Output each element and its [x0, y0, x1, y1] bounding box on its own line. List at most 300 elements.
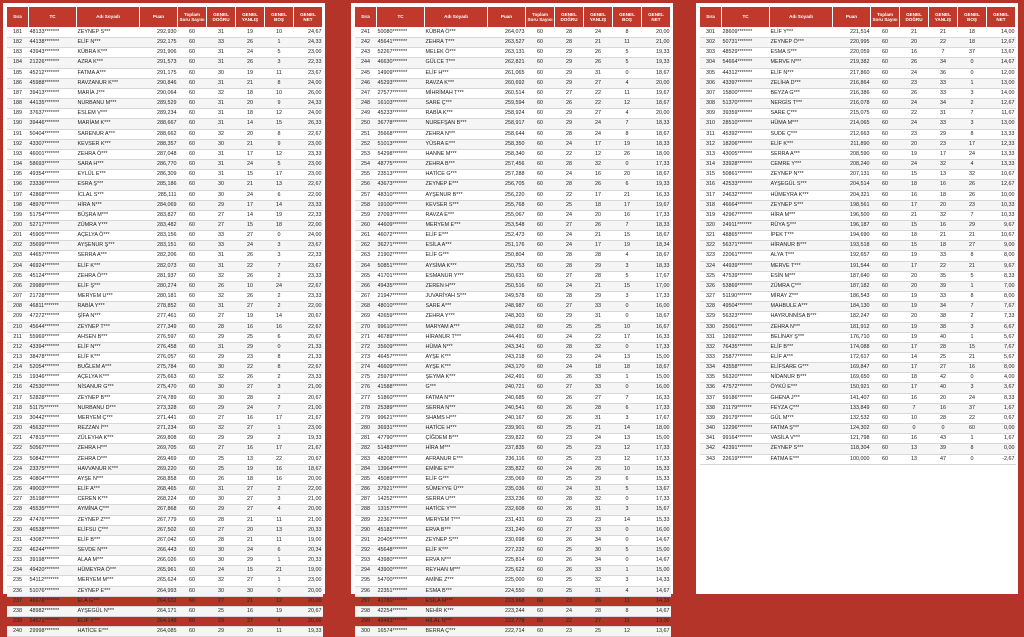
score-cell: 262,821	[488, 58, 526, 68]
score-cell: 240,541	[488, 403, 526, 413]
total-questions-cell: 60	[526, 180, 555, 190]
blank-cell: 13	[613, 434, 642, 444]
net-cell: 18,67	[642, 129, 671, 139]
score-cell: 239,822	[488, 434, 526, 444]
name-cell: AYŞE K***	[425, 363, 488, 373]
tc-cell: 39446*******	[29, 119, 77, 129]
rank-cell: 309	[700, 109, 722, 119]
total-questions-cell: 60	[526, 576, 555, 586]
name-cell: AZRA K***	[77, 58, 140, 68]
total-questions-cell: 60	[178, 586, 207, 596]
total-questions-cell: 60	[178, 149, 207, 159]
wrong-cell: 16	[929, 403, 958, 413]
correct-cell: 26	[555, 393, 584, 403]
blank-cell: 1	[958, 332, 987, 342]
rank-cell: 273	[355, 353, 377, 363]
net-cell: 22,00	[294, 302, 323, 312]
score-cell: 267,502	[140, 525, 178, 535]
correct-cell: 27	[555, 383, 584, 393]
tc-cell: 23375*******	[29, 464, 77, 474]
name-cell: GHENA J***	[770, 393, 833, 403]
table-row	[355, 109, 671, 119]
rank-cell: 214	[7, 363, 29, 373]
total-questions-cell: 60	[526, 322, 555, 332]
rank-cell: 300	[355, 627, 377, 637]
table-row	[7, 149, 323, 159]
blank-cell: 3	[265, 251, 294, 261]
correct-cell: 13	[900, 444, 929, 454]
correct-cell: 30	[207, 393, 236, 403]
correct-cell: 27	[207, 444, 236, 454]
score-cell: 204,321	[833, 190, 871, 200]
blank-cell: 0	[613, 312, 642, 322]
score-cell: 265,961	[140, 566, 178, 576]
wrong-cell: 34	[929, 99, 958, 109]
score-cell: 230,698	[488, 535, 526, 545]
total-questions-cell: 60	[178, 545, 207, 555]
net-cell: 17,33	[642, 403, 671, 413]
score-cell: 187,182	[833, 281, 871, 291]
rank-cell: 254	[355, 160, 377, 170]
tc-cell: 50080*******	[377, 28, 425, 38]
rank-cell: 319	[700, 210, 722, 220]
tc-cell: 46789*******	[377, 332, 425, 342]
wrong-cell: 23	[929, 139, 958, 149]
name-cell: ELİF K***	[77, 353, 140, 363]
table-row	[7, 139, 323, 149]
correct-cell: 29	[555, 48, 584, 58]
total-questions-cell: 60	[526, 556, 555, 566]
net-cell: 21,33	[294, 342, 323, 352]
correct-cell: 29	[207, 434, 236, 444]
table-row	[7, 617, 323, 627]
name-cell: ELİFSARE G***	[770, 363, 833, 373]
column-header-correct: GENEL DOĞRU	[900, 7, 929, 28]
net-cell: 7,33	[987, 312, 1016, 322]
wrong-cell: 40	[929, 332, 958, 342]
tc-cell: 41701*******	[377, 271, 425, 281]
name-cell: ELİF N***	[77, 342, 140, 352]
total-questions-cell: 60	[526, 190, 555, 200]
rank-cell: 293	[355, 556, 377, 566]
blank-cell: 3	[958, 119, 987, 129]
rank-cell: 310	[700, 119, 722, 129]
wrong-cell: 20	[236, 99, 265, 109]
blank-cell: 3	[265, 383, 294, 393]
table-row	[355, 505, 671, 515]
blank-cell: 8	[958, 444, 987, 454]
tc-cell: 12296*******	[722, 424, 770, 434]
score-cell: 224,550	[488, 586, 526, 596]
column-header-name: Adı Soyadı	[77, 7, 140, 28]
blank-cell: 16	[613, 210, 642, 220]
rank-cell: 193	[7, 149, 29, 159]
rank-cell: 252	[355, 139, 377, 149]
tc-cell: 48310*******	[377, 190, 425, 200]
name-cell: SERRA A***	[770, 149, 833, 159]
total-questions-cell: 60	[178, 485, 207, 495]
tc-cell: 22619*******	[722, 454, 770, 464]
total-questions-cell: 60	[178, 363, 207, 373]
tc-cell: 44657*******	[29, 251, 77, 261]
tc-cell: 21902*******	[377, 251, 425, 261]
score-cell: 194,690	[833, 231, 871, 241]
wrong-cell: 32	[929, 210, 958, 220]
total-questions-cell: 60	[526, 241, 555, 251]
correct-cell: 29	[207, 505, 236, 515]
rank-cell: 337	[700, 393, 722, 403]
blank-cell: 5	[613, 485, 642, 495]
tc-cell: 49504*******	[722, 302, 770, 312]
wrong-cell: 33	[584, 525, 613, 535]
tc-cell: 46244*******	[29, 545, 77, 555]
rank-cell: 299	[355, 617, 377, 627]
tc-cell: 46630*******	[377, 58, 425, 68]
score-cell: 264,171	[140, 606, 178, 616]
blank-cell: 3	[265, 495, 294, 505]
rank-cell: 187	[7, 88, 29, 98]
tc-cell: 24632*******	[722, 190, 770, 200]
score-cell: 250,804	[488, 251, 526, 261]
correct-cell: 25	[555, 586, 584, 596]
total-questions-cell: 60	[526, 139, 555, 149]
correct-cell: 31	[207, 302, 236, 312]
name-cell: FATMA E***	[770, 454, 833, 464]
table-row	[355, 68, 671, 78]
correct-cell: 25	[207, 606, 236, 616]
name-cell: ZEYNEP Ö***	[770, 38, 833, 48]
name-cell: FATMA Ş***	[770, 424, 833, 434]
tc-cell: 42868*******	[29, 190, 77, 200]
score-cell: 281,937	[140, 271, 178, 281]
net-cell: 14,33	[642, 576, 671, 586]
table-row	[355, 353, 671, 363]
correct-cell: 32	[207, 292, 236, 302]
name-cell: MERYEM M***	[77, 576, 140, 586]
total-questions-cell: 60	[526, 606, 555, 616]
wrong-cell: 20	[584, 210, 613, 220]
tc-cell: 22367*******	[377, 515, 425, 525]
correct-cell: 23	[900, 78, 929, 88]
correct-cell: 22	[555, 190, 584, 200]
tc-cell: 35668*******	[377, 129, 425, 139]
rank-cell: 208	[7, 302, 29, 312]
wrong-cell: 24	[584, 129, 613, 139]
tc-cell: 48865*******	[722, 231, 770, 241]
net-cell: 20,00	[642, 28, 671, 38]
correct-cell: 31	[207, 149, 236, 159]
results-page-3	[696, 3, 1018, 594]
tc-cell: 76435*******	[722, 342, 770, 352]
correct-cell: 28	[555, 292, 584, 302]
rank-cell: 185	[7, 68, 29, 78]
correct-cell: 17	[900, 261, 929, 271]
name-cell: ELA G***	[77, 596, 140, 606]
wrong-cell: 18	[236, 109, 265, 119]
blank-cell: 37	[958, 48, 987, 58]
net-cell: 18,67	[642, 170, 671, 180]
table-row	[355, 576, 671, 586]
table-row	[700, 220, 1016, 230]
score-cell: 235,822	[488, 464, 526, 474]
name-cell: MERYEM U***	[77, 292, 140, 302]
correct-cell: 31	[207, 119, 236, 129]
blank-cell: 0	[613, 383, 642, 393]
rank-cell: 305	[700, 68, 722, 78]
rank-cell: 212	[7, 342, 29, 352]
total-questions-cell: 60	[871, 302, 900, 312]
column-header-blank: GENEL BOŞ	[958, 7, 987, 28]
score-cell: 267,868	[140, 505, 178, 515]
blank-cell: 5	[265, 48, 294, 58]
rank-cell: 330	[700, 322, 722, 332]
tc-cell: 56323*******	[722, 312, 770, 322]
table-row	[7, 220, 323, 230]
net-cell: 21,67	[294, 413, 323, 423]
rank-cell: 296	[355, 586, 377, 596]
score-cell: 283,482	[140, 220, 178, 230]
score-cell: 264,632	[140, 596, 178, 606]
wrong-cell: 25	[236, 332, 265, 342]
net-cell: 23,33	[294, 373, 323, 383]
rank-cell: 221	[7, 434, 29, 444]
table-row	[700, 353, 1016, 363]
total-questions-cell: 60	[871, 119, 900, 129]
table-row	[355, 129, 671, 139]
name-cell: SARE Ç***	[425, 99, 488, 109]
name-cell: HİRA M***	[770, 210, 833, 220]
tc-cell: 19346*******	[29, 373, 77, 383]
wrong-cell: 20	[236, 129, 265, 139]
correct-cell: 24	[555, 332, 584, 342]
score-cell: 198,561	[833, 200, 871, 210]
wrong-cell: 26	[584, 58, 613, 68]
blank-cell: 11	[613, 88, 642, 98]
total-questions-cell: 60	[526, 48, 555, 58]
table-row	[355, 393, 671, 403]
table-row	[700, 302, 1016, 312]
net-cell: 19,33	[642, 58, 671, 68]
net-cell: 22,33	[294, 210, 323, 220]
net-cell: 21,67	[294, 444, 323, 454]
correct-cell: 33	[207, 241, 236, 251]
total-questions-cell: 60	[178, 231, 207, 241]
total-questions-cell: 60	[526, 413, 555, 423]
blank-cell: 5	[613, 545, 642, 555]
name-cell: ZEYNEP S***	[770, 200, 833, 210]
tc-cell: 52054*******	[29, 363, 77, 373]
total-questions-cell: 60	[871, 292, 900, 302]
name-cell: BERRA Ç***	[425, 627, 488, 637]
wrong-cell: 28	[584, 606, 613, 616]
name-cell: HİRANUR T***	[425, 332, 488, 342]
correct-cell: 28	[555, 129, 584, 139]
rank-cell: 264	[355, 261, 377, 271]
tc-cell: 49003*******	[29, 485, 77, 495]
rank-cell: 280	[355, 424, 377, 434]
wrong-cell: 28	[929, 342, 958, 352]
table-row	[700, 210, 1016, 220]
table-row	[700, 129, 1016, 139]
total-questions-cell: 60	[871, 190, 900, 200]
wrong-cell: 33	[929, 119, 958, 129]
rank-cell: 318	[700, 200, 722, 210]
rank-cell: 271	[355, 332, 377, 342]
total-questions-cell: 60	[526, 424, 555, 434]
table-row	[700, 68, 1016, 78]
wrong-cell: 43	[929, 434, 958, 444]
wrong-cell: 24	[236, 241, 265, 251]
wrong-cell: 12	[584, 149, 613, 159]
correct-cell: 10	[900, 413, 929, 423]
table-row	[7, 251, 323, 261]
name-cell: JUVARİYAH S***	[425, 292, 488, 302]
total-questions-cell: 60	[871, 241, 900, 251]
table-row	[355, 515, 671, 525]
tc-cell: 48529*******	[722, 48, 770, 58]
blank-cell: 2	[265, 373, 294, 383]
blank-cell: 19	[613, 139, 642, 149]
net-cell: 13,67	[987, 48, 1016, 58]
table-row	[355, 119, 671, 129]
score-cell: 292,930	[140, 28, 178, 38]
table-row	[355, 292, 671, 302]
name-cell: CEREN K***	[77, 495, 140, 505]
blank-cell: 17	[265, 413, 294, 423]
name-cell: FATMA A***	[77, 68, 140, 78]
score-cell: 196,500	[833, 210, 871, 220]
total-questions-cell: 60	[871, 38, 900, 48]
wrong-cell: 21	[236, 596, 265, 606]
wrong-cell: 18	[236, 88, 265, 98]
wrong-cell: 27	[236, 505, 265, 515]
tc-cell: 12692*******	[722, 332, 770, 342]
correct-cell: 27	[555, 302, 584, 312]
correct-cell: 28	[555, 38, 584, 48]
table-row	[7, 485, 323, 495]
name-cell: HİRA N***	[77, 200, 140, 210]
blank-cell: 6	[265, 190, 294, 200]
net-cell: 19,33	[642, 48, 671, 58]
wrong-cell: 14	[236, 210, 265, 220]
net-cell: 5,67	[987, 332, 1016, 342]
total-questions-cell: 60	[871, 58, 900, 68]
table-row	[7, 434, 323, 444]
net-cell: 24,67	[294, 28, 323, 38]
blank-cell: 8	[265, 129, 294, 139]
wrong-cell: 27	[236, 495, 265, 505]
wrong-cell: 33	[584, 383, 613, 393]
column-header-rank: Sıra	[355, 7, 377, 28]
table-row	[7, 383, 323, 393]
tc-cell: 52717*******	[29, 220, 77, 230]
table-row	[355, 200, 671, 210]
table-row	[700, 170, 1016, 180]
rank-cell: 209	[7, 312, 29, 322]
tc-cell: 43673*******	[377, 180, 425, 190]
correct-cell: 27	[207, 413, 236, 423]
net-cell: 15,67	[642, 505, 671, 515]
net-cell: 12,67	[987, 180, 1016, 190]
wrong-cell: 10	[236, 281, 265, 291]
total-questions-cell: 60	[526, 353, 555, 363]
table-row	[700, 200, 1016, 210]
table-row	[7, 373, 323, 383]
score-cell: 285,111	[140, 190, 178, 200]
total-questions-cell: 60	[178, 210, 207, 220]
correct-cell: 30	[207, 68, 236, 78]
total-questions-cell: 60	[526, 38, 555, 48]
correct-cell: 29	[555, 58, 584, 68]
name-cell: HİLAL N***	[425, 617, 488, 627]
total-questions-cell: 60	[526, 99, 555, 109]
correct-cell: 25	[555, 200, 584, 210]
correct-cell: 24	[555, 231, 584, 241]
name-cell: ZELİHA D***	[770, 78, 833, 88]
score-cell: 275,663	[140, 373, 178, 383]
rank-cell: 202	[7, 241, 29, 251]
correct-cell: 32	[207, 424, 236, 434]
total-questions-cell: 60	[178, 160, 207, 170]
tc-cell: 45988*******	[29, 78, 77, 88]
name-cell: ZEHRA N***	[770, 322, 833, 332]
total-questions-cell: 60	[871, 88, 900, 98]
table-row	[355, 302, 671, 312]
wrong-cell: 32	[584, 342, 613, 352]
name-cell: MERVE N***	[770, 58, 833, 68]
wrong-cell: 28	[236, 393, 265, 403]
total-questions-cell: 60	[178, 606, 207, 616]
net-cell: 15,33	[642, 515, 671, 525]
wrong-cell: 31	[584, 312, 613, 322]
table-row	[355, 261, 671, 271]
rank-cell: 262	[355, 241, 377, 251]
column-header-net: GENEL NET	[294, 7, 323, 28]
wrong-cell: 33	[929, 88, 958, 98]
total-questions-cell: 60	[178, 454, 207, 464]
table-row	[7, 271, 323, 281]
rank-cell: 195	[7, 170, 29, 180]
correct-cell: 16	[900, 48, 929, 58]
name-cell: ZEHRA B***	[425, 160, 488, 170]
tc-cell: 44135*******	[29, 99, 77, 109]
total-questions-cell: 60	[178, 322, 207, 332]
wrong-cell: 39	[929, 444, 958, 454]
name-cell: MERYEM E***	[425, 220, 488, 230]
wrong-cell: 27	[584, 393, 613, 403]
table-row	[7, 292, 323, 302]
tc-cell: 37637*******	[29, 109, 77, 119]
net-cell: 23,33	[294, 149, 323, 159]
net-cell: 20,67	[294, 454, 323, 464]
correct-cell: 25	[555, 545, 584, 555]
net-cell: 23,33	[294, 200, 323, 210]
blank-cell: 8	[613, 606, 642, 616]
table-row	[355, 373, 671, 383]
tc-cell: 48982*******	[29, 606, 77, 616]
name-cell: ZEHRA Ö***	[77, 271, 140, 281]
net-cell: 26,33	[294, 119, 323, 129]
net-cell: 20,67	[294, 332, 323, 342]
score-cell: 259,594	[488, 99, 526, 109]
wrong-cell: 21	[236, 515, 265, 525]
wrong-cell: 26	[236, 251, 265, 261]
blank-cell: 7	[958, 210, 987, 220]
correct-cell: 0	[900, 424, 929, 434]
blank-cell: 4	[613, 251, 642, 261]
rank-cell: 326	[700, 281, 722, 291]
score-cell: 258,350	[488, 139, 526, 149]
